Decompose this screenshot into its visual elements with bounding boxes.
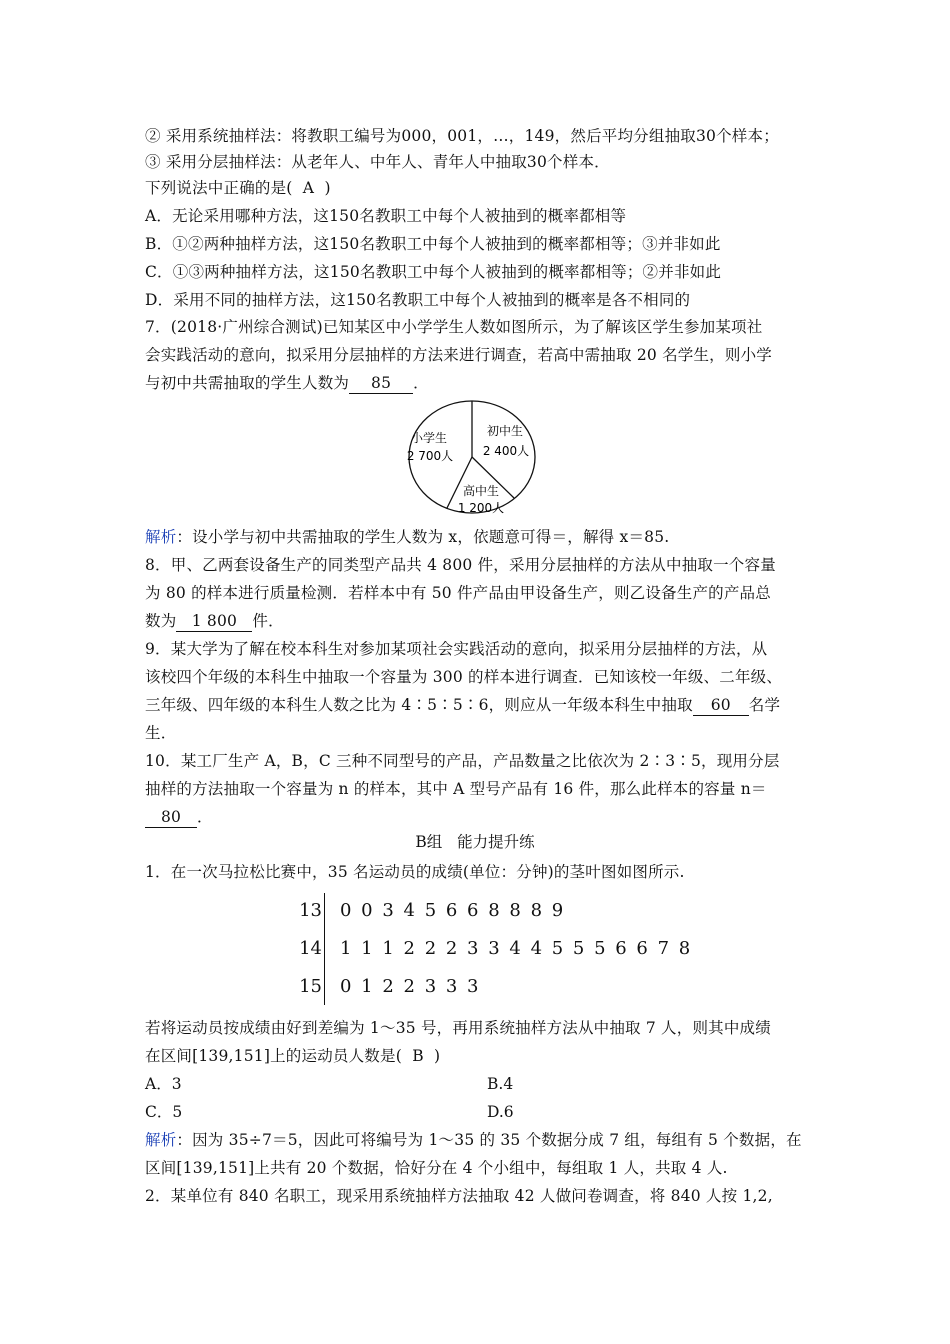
question-b1-line: 若将运动员按成绩由好到差编为 1～35 号，再用系统抽样方法从中抽取 7 人，则其中成绩 [145,1019,771,1037]
q9-end: 名学 [748,696,781,714]
stem: 13 [299,900,322,921]
question-b1-line: 1．在一次马拉松比赛中，35 名运动员的成绩(单位：分钟)的茎叶图如图所示. [145,863,685,881]
question-9-line [145,695,780,716]
q7-end: ． [413,374,429,392]
option-c: C．5 [145,1103,183,1121]
q7-text: 与初中共需抽取的学生人数为 [145,374,350,392]
pie-value-senior: 1 200人 [457,501,505,515]
question-10-line [145,807,213,828]
solution-label: 解析 [145,1131,177,1149]
question-9-line: 9．某大学为了解在校本科生对参加某项社会实践活动的意向，拟采用分层抽样的方法，从 [145,640,768,658]
pie-chart [405,398,539,516]
stem: 15 [299,976,322,997]
solution-b1 [145,1130,802,1150]
option-d: D.6 [487,1103,514,1121]
pie-value-junior: 2 400人 [482,444,530,458]
leaves: 0 0 3 4 5 6 6 8 8 8 9 [340,900,564,921]
answer-blank: 85 [349,373,413,394]
leaves: 1 1 1 2 2 2 3 3 4 4 5 5 5 6 6 7 8 [340,938,691,959]
stem-leaf-divider [324,893,325,1005]
solution-label: 解析 [145,528,177,546]
option-a: A．无论采用哪种方法，这150名教职工中每个人被抽到的概率都相等 [145,207,627,225]
question-8-line [145,611,284,632]
answer-blank: 1 800 [176,611,252,632]
question-7-line: 会实践活动的意向，拟采用分层抽样的方法来进行调查，若高中需抽取 20 名学生，则小学 [145,346,772,364]
question-10-line: 抽样的方法抽取一个容量为 n 的样本，其中 A 型号产品有 16 件，那么此样本的容量 n＝ [145,780,767,798]
question-8-line: 为 80 的样本进行质量检测．若样本中有 50 件产品由甲设备生产，则乙设备生产的产品总 [145,584,771,602]
question-9-line: 该校四个年级的本科生中抽取一个容量为 300 的样本进行调查．已知该校一年级、二年级、 [145,668,783,686]
q9-text: 三年级、四年级的本科生人数之比为 4∶5∶5∶6，则应从一年级本科生中抽取 [145,696,693,714]
text-line: ③ 采用分层抽样法：从老年人、中年人、青年人中抽取30个样本． [145,153,610,171]
pie-label-junior: 初中生 [486,424,524,438]
leaves: 0 1 2 2 3 3 3 [340,976,479,997]
solution-b1-line: 区间[139,151]上共有 20 个数据，恰好分在 4 个小组中，每组取 1 人，共取 4 人. [145,1159,728,1177]
question-10-line: 10．某工厂生产 A，B，C 三种不同型号的产品，产品数量之比依次为 2∶3∶5，现用分层 [145,752,780,770]
option-c: C．①③两种抽样方法，这150名教职工中每个人被抽到的概率都相等；②并非如此 [145,263,722,281]
q8-text: 数为 [145,612,177,630]
q8-end: 件． [252,612,284,630]
q10-end: ． [197,808,213,826]
pie-label-senior: 高中生 [462,484,500,498]
answer-blank: 80 [145,807,197,828]
answer-blank: 60 [693,695,749,716]
option-b: B.4 [487,1075,514,1093]
text-line: 下列说法中正确的是( A ) [145,179,331,197]
question-7-line: 7．(2018·广州综合测试)已知某区中小学学生人数如图所示，为了解该区学生参加某项社 [145,318,763,336]
solution-text: ：因为 35÷7＝5，因此可将编号为 1～35 的 35 个数据分成 7 组，每组有 5 个数据，在 [176,1131,802,1149]
stem: 14 [299,938,322,959]
pie-label-primary: 小学生 [410,431,448,445]
option-b: B．①②两种抽样方法，这150名教职工中每个人被抽到的概率都相等；③并非如此 [145,235,721,253]
question-b1-line: 在区间[139,151]上的运动员人数是( B ) [145,1047,441,1065]
solution-7 [145,527,669,547]
text-line: ② 采用系统抽样法：将教职工编号为000，001，…，149，然后平均分组抽取30个样本； [145,127,779,145]
solution-text: ：设小学与初中共需抽取的学生人数为 x，依题意可得＝，解得 x＝85. [176,528,670,546]
option-a: A．3 [145,1075,182,1093]
question-7-line [145,373,429,394]
question-9-line: 生． [145,724,177,742]
section-title: B组 能力提升练 [415,833,535,851]
question-8-line: 8．甲、乙两套设备生产的同类型产品共 4 800 件，采用分层抽样的方法从中抽取一个容量 [145,556,776,574]
question-b2-line: 2．某单位有 840 名职工，现采用系统抽样方法抽取 42 人做问卷调查，将 840 人按 1,2, [145,1187,773,1205]
option-d: D．采用不同的抽样方法，这150名教职工中每个人被抽到的概率是各不相同的 [145,291,691,309]
pie-value-primary: 2 700人 [406,449,454,463]
